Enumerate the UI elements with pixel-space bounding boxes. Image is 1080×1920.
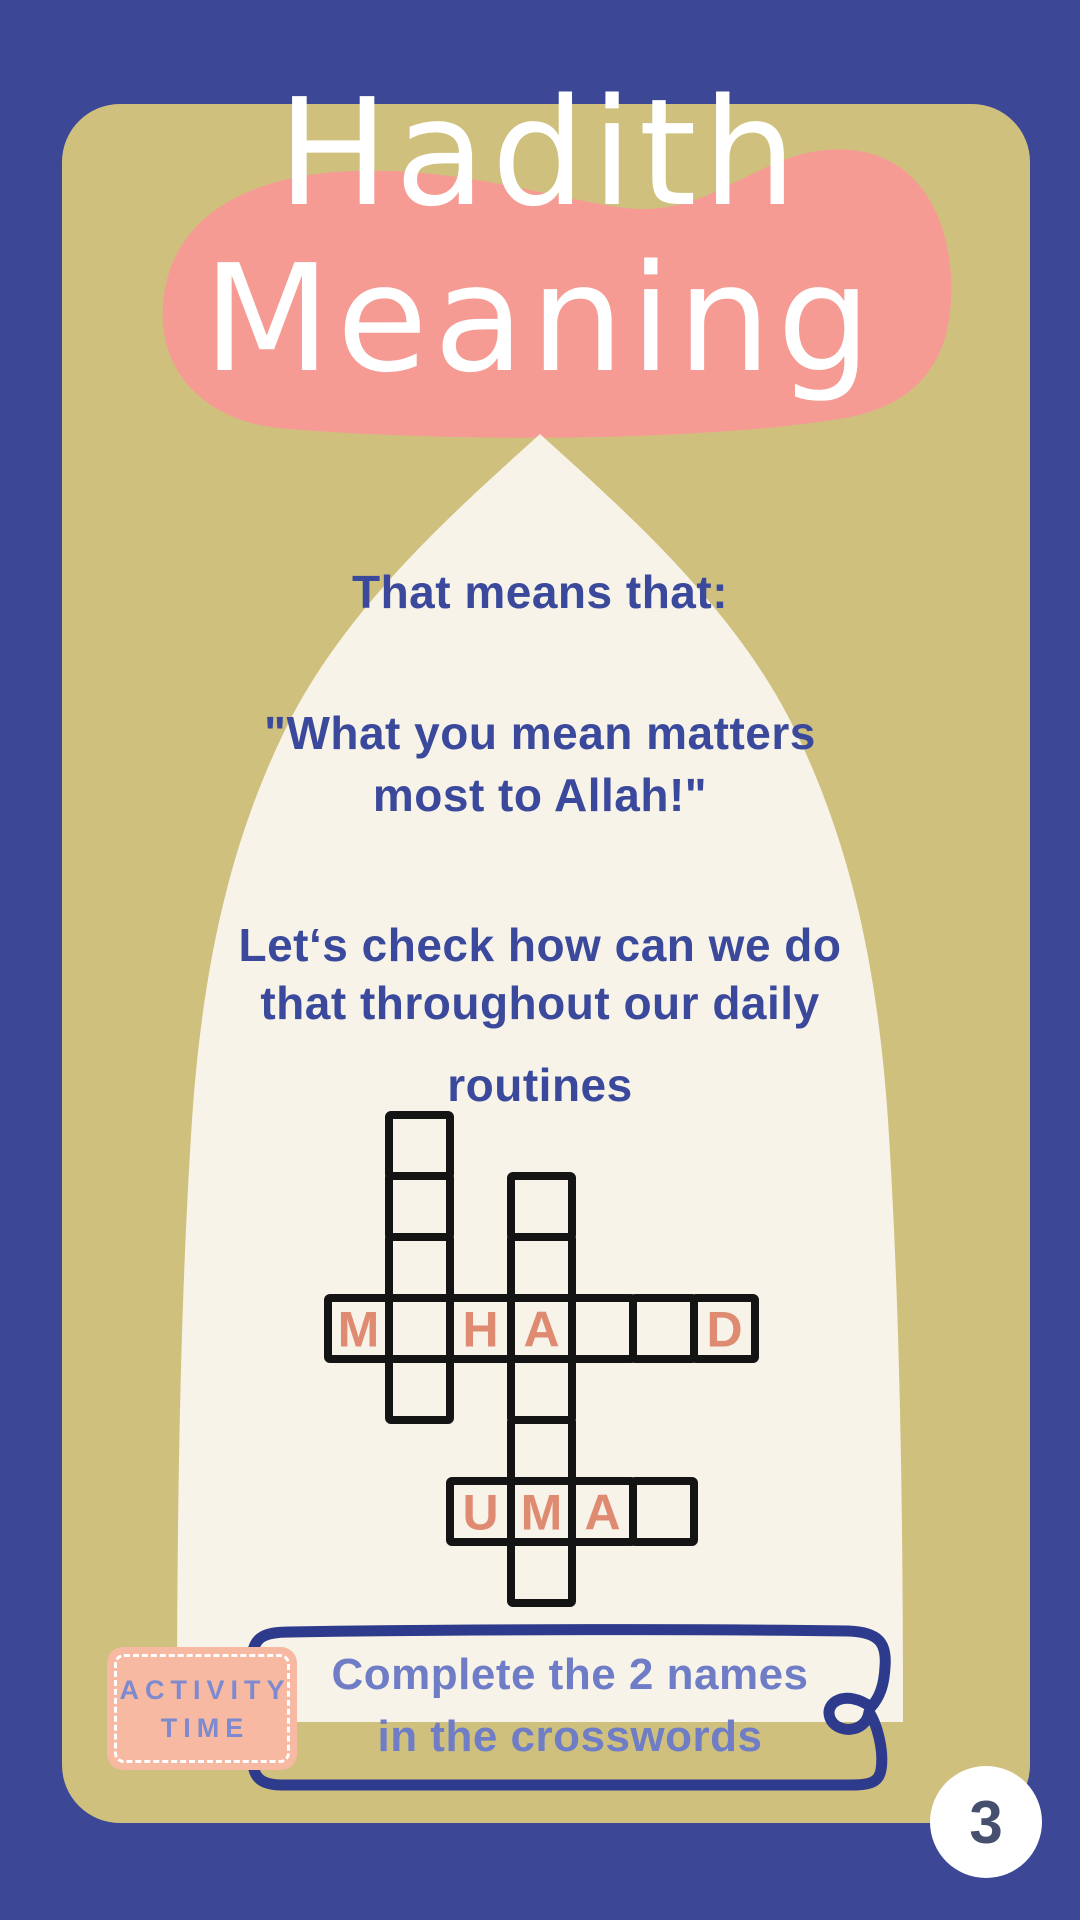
prompt-line-3: routines [447,1059,633,1111]
badge-line-1: ACTIVITY [119,1674,291,1705]
badge-dashed-border [114,1654,290,1763]
instruction-line-1: Complete the 2 names [331,1650,809,1699]
instruction-text [252,1627,888,1785]
activity-time-badge [107,1647,297,1770]
page-number-badge [930,1766,1042,1878]
quote-line-1: "What you mean matters [264,707,816,759]
title-line-1: Hadith [277,67,803,239]
page-number: 3 [969,1788,1003,1856]
quote-line-2: most to Allah!" [372,769,708,821]
badge-line-2: TIME [160,1712,250,1743]
intro-text: That means that: [351,566,729,618]
crossword-letter: U [462,1484,499,1541]
crossword-letter: A [584,1484,621,1541]
crossword-letter: H [462,1301,499,1358]
crossword-letter: D [706,1301,743,1358]
crossword-letter: M [520,1484,563,1541]
instruction-line-2: in the crosswords [377,1712,763,1761]
title-line-2: Meaning [202,233,878,405]
prompt-line-1: Let‘s check how can we do [238,919,842,971]
prompt-line-2: that throughout our daily [260,977,820,1029]
crossword-letter: A [523,1301,560,1358]
crossword-letter: M [337,1301,380,1358]
